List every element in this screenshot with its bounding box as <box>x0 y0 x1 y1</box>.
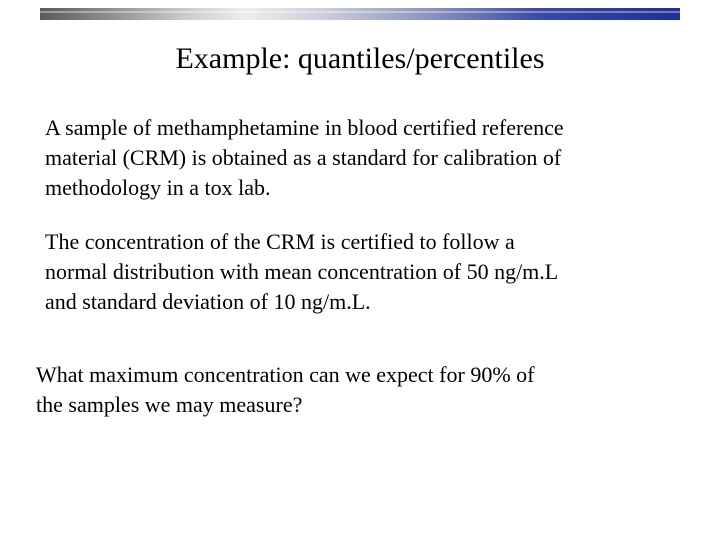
paragraph-line: The concentration of the CRM is certified to follow a <box>45 229 515 254</box>
paragraph-line: A sample of methamphetamine in blood certified reference <box>45 115 564 140</box>
paragraph-line: normal distribution with mean concentration of 50 ng/m.L <box>45 259 559 284</box>
slide-title: Example: quantiles/percentiles <box>175 42 545 75</box>
paragraph-line: the samples we may measure? <box>36 392 303 417</box>
paragraph-line: methodology in a tox lab. <box>45 175 271 200</box>
paragraph-crm-sample <box>45 113 685 203</box>
paragraph-distribution <box>45 227 685 317</box>
paragraph-line: What maximum concentration can we expect for 90% of <box>36 362 535 387</box>
paragraph-line: and standard deviation of 10 ng/m.L. <box>45 289 371 314</box>
paragraph-line: material (CRM) is obtained as a standard for calibration of <box>45 145 562 170</box>
header-gradient-bar <box>40 8 680 20</box>
paragraph-question <box>36 360 676 420</box>
